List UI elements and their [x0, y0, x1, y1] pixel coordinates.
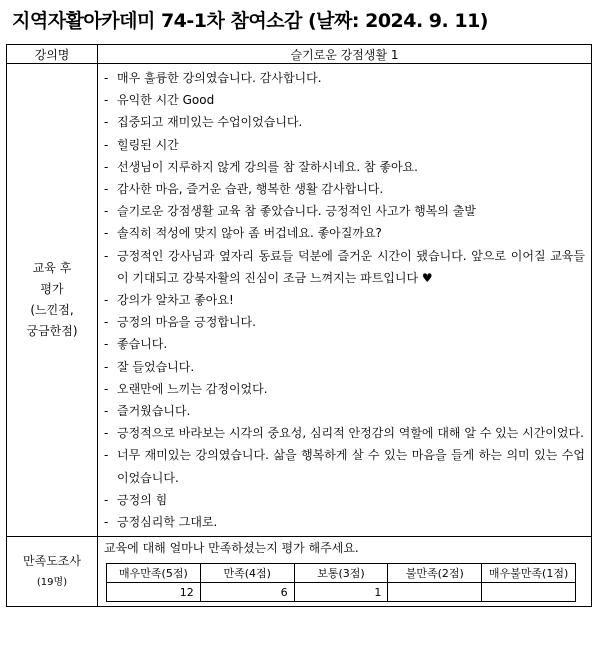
- comment-item: - 감사한 마음, 즐거운 습관, 행복한 생활 감사합니다.: [104, 178, 585, 200]
- survey-value: [482, 583, 576, 602]
- comment-item: - 유익한 시간 Good: [104, 89, 585, 111]
- survey-count: (19명): [36, 576, 68, 588]
- survey-label: [7, 537, 98, 607]
- document-title: 지역자활아카데미 74-1차 참여소감 (날짜: 2024. 9. 11): [12, 10, 488, 32]
- comment-list: [98, 64, 591, 536]
- comment-item: - 너무 재미있는 강의였습니다. 삶을 행복하게 살 수 있는 마음을 들게 하는 의미 있는 수업이었습니다.: [104, 444, 585, 488]
- survey-header: 매우만족(5점): [107, 564, 201, 583]
- survey-header: 매우불만족(1점): [482, 564, 576, 583]
- survey-header: 만족(4점): [200, 564, 294, 583]
- feedback-label-line: 평가: [40, 282, 64, 297]
- feedback-label-line: (느낀점,: [30, 303, 74, 318]
- survey-table: [106, 563, 576, 602]
- comment-item: - 긍정적으로 바라보는 시각의 중요성, 심리적 안정감의 역할에 대해 알 수 있는 시간이었다.: [104, 422, 585, 444]
- survey-label-text: 만족도조사: [23, 553, 81, 568]
- feedback-label-line: 교육 후: [32, 261, 72, 276]
- comment-item: - 좋습니다.: [104, 333, 585, 355]
- comment-item: - 매우 훌륭한 강의였습니다. 감사합니다.: [104, 67, 585, 89]
- survey-header: 불만족(2점): [388, 564, 482, 583]
- feedback-label: [7, 64, 98, 537]
- feedback-row: [7, 64, 592, 537]
- comment-item: - 긍정의 마음을 긍정합니다.: [104, 311, 585, 333]
- survey-value: 6: [200, 583, 294, 602]
- survey-header-row: [107, 564, 576, 583]
- comment-item: - 긍정적인 강사님과 옆자리 동료들 덕분에 즐거운 시간이 됐습니다. 앞으로 이어질 교육들이 기대되고 강북자활의 진심이 조금 느껴지는 파트입니다 ♥: [104, 245, 585, 289]
- comment-item: - 즐거웠습니다.: [104, 400, 585, 422]
- comment-item: - 솔직히 적성에 맞지 않아 좀 버겁네요. 좋아질까요?: [104, 222, 585, 244]
- comment-item: - 긍정심리학 그대로.: [104, 511, 585, 533]
- feedback-label-line: 궁금한점): [26, 324, 78, 339]
- comment-item: - 슬기로운 강점생활 교육 참 좋았습니다. 긍정적인 사고가 행복의 출발: [104, 200, 585, 222]
- comment-item: - 잘 들었습니다.: [104, 356, 585, 378]
- feedback-table: [6, 44, 592, 607]
- survey-row: [7, 537, 592, 607]
- lecture-label: 강의명: [7, 45, 98, 64]
- comment-item: - 오랜만에 느끼는 감정이었다.: [104, 378, 585, 400]
- lecture-name: 슬기로운 강점생활 1: [98, 45, 592, 64]
- comment-item: - 힐링된 시간: [104, 134, 585, 156]
- survey-header: 보통(3점): [294, 564, 388, 583]
- survey-values-row: [107, 583, 576, 602]
- lecture-row: [7, 45, 592, 64]
- survey-value: 12: [107, 583, 201, 602]
- comments-cell: [98, 64, 592, 537]
- comment-item: - 선생님이 지루하지 않게 강의를 참 잘하시네요. 참 좋아요.: [104, 156, 585, 178]
- survey-question: 교육에 대해 얼마나 만족하셨는지 평가 해주세요.: [104, 541, 359, 556]
- survey-cell: [98, 537, 592, 607]
- survey-value: [388, 583, 482, 602]
- comment-item: - 강의가 알차고 좋아요!: [104, 289, 585, 311]
- survey-value: 1: [294, 583, 388, 602]
- comment-item: - 집중되고 재미있는 수업이었습니다.: [104, 111, 585, 133]
- comment-item: - 긍정의 힘: [104, 489, 585, 511]
